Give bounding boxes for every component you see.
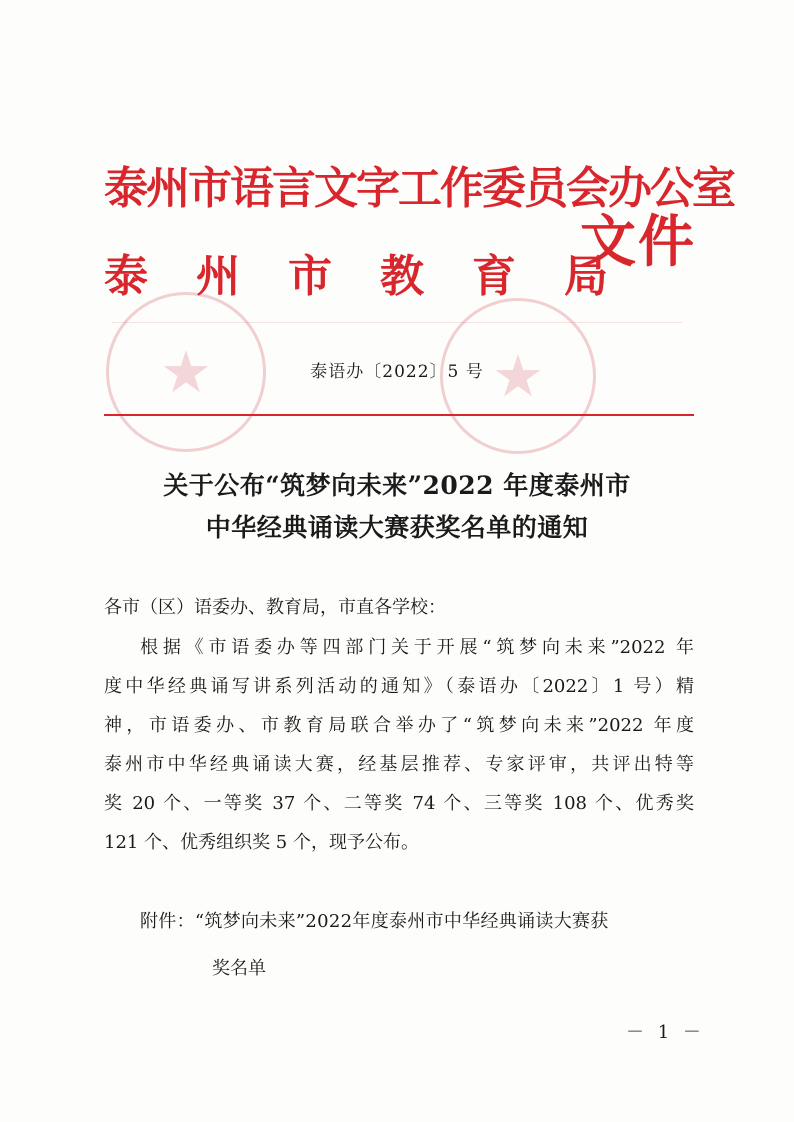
notice-title-line-2: 中华经典诵读大赛获奖名单的通知 <box>205 513 589 542</box>
document-type-label: 文件 <box>580 209 696 275</box>
attachment-line-1: 附件：“筑梦向未来”2022年度泰州市中华经典诵读大赛获 <box>140 911 609 932</box>
attachment-line-2: 奖名单 <box>212 958 266 979</box>
body-paragraph-line: 根据《市语委办等四部门关于开展“筑梦向未来”2022 年 <box>140 637 694 658</box>
issuer-education-bureau: 泰州市教育局 <box>104 251 656 302</box>
body-paragraph-line: 121 个、优秀组织奖 5 个，现予公布。 <box>104 832 419 853</box>
star-icon: ★ <box>160 338 212 406</box>
document-number: 泰语办〔2022〕5 号 <box>310 362 484 382</box>
body-paragraph-line: 泰州市中华经典诵读大赛，经基层推荐、专家评审，共评出特等 <box>104 754 694 775</box>
body-paragraph-line: 度中华经典诵写讲系列活动的通知》（泰语办〔2022〕1 号）精 <box>104 676 694 697</box>
red-separator-rule <box>104 414 694 416</box>
notice-title-line-1: 关于公布“筑梦向未来”2022 年度泰州市 <box>163 471 631 500</box>
body-paragraph-line: 神，市语委办、市教育局联合举办了“筑梦向未来”2022 年度 <box>104 715 694 736</box>
body-paragraph-line: 奖 20 个、一等奖 37 个、二等奖 74 个、三等奖 108 个、优秀奖 <box>104 793 694 814</box>
star-icon: ★ <box>492 342 544 410</box>
salutation: 各市（区）语委办、教育局，市直各学校： <box>104 597 446 618</box>
issuer-language-committee-office: 泰州市语言文字工作委员会办公室 <box>104 163 734 214</box>
page-number: － 1 － <box>626 1022 705 1043</box>
